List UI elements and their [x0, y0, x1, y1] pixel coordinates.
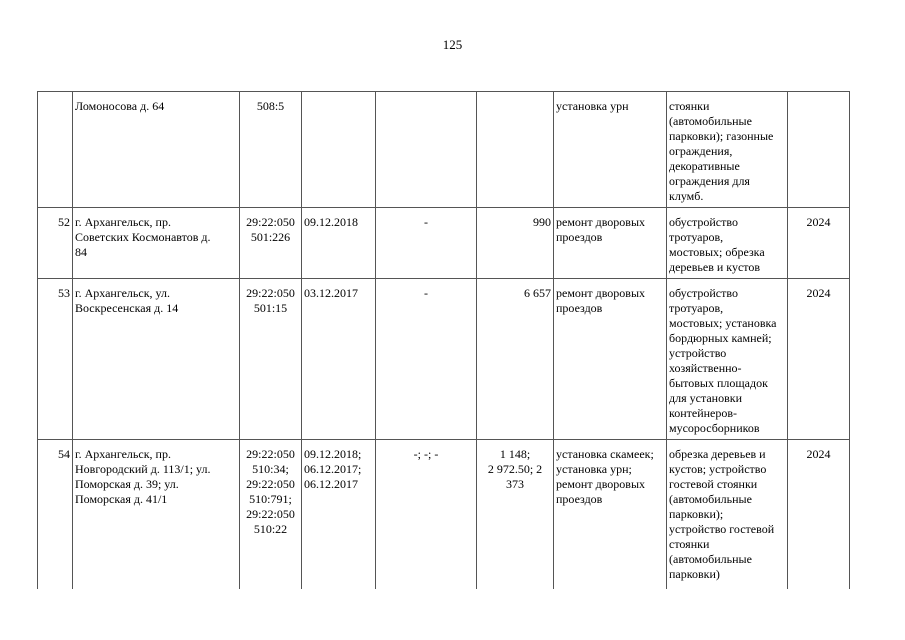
- area-cell: 6 657: [477, 279, 554, 440]
- date-cell: [302, 92, 376, 208]
- table-row: [38, 440, 850, 590]
- area-cell: 990: [477, 208, 554, 279]
- works-planned-cell: обрезка деревьев и кустов; устройство гостевой стоянки (автомобильные парковки); устройство гостевой стоянки (автомобильные парковки): [667, 440, 788, 590]
- dash-cell: [376, 92, 477, 208]
- improvement-table: [37, 91, 850, 589]
- year-cell: 2024: [788, 208, 850, 279]
- row-number: 52: [38, 208, 73, 279]
- page-number: 125: [442, 37, 463, 52]
- area-cell: [477, 92, 554, 208]
- dash-cell: -; -; -: [376, 440, 477, 590]
- address-cell: г. Архангельск, пр. Советских Космонавтов д. 84: [73, 208, 240, 279]
- year-cell: 2024: [788, 440, 850, 590]
- works-done-cell: ремонт дворовых проездов: [554, 208, 667, 279]
- row-number: 53: [38, 279, 73, 440]
- year-cell: 2024: [788, 279, 850, 440]
- address-cell: г. Архангельск, ул. Воскресенская д. 14: [73, 279, 240, 440]
- cadastral-cell: 508:5: [240, 92, 302, 208]
- table-row: [38, 208, 850, 279]
- cadastral-cell: 29:22:050 510:34; 29:22:050 510:791; 29:22:050 510:22: [240, 440, 302, 590]
- works-done-cell: ремонт дворовых проездов: [554, 279, 667, 440]
- works-planned-cell: обустройство тротуаров, мостовых; обрезка деревьев и кустов: [667, 208, 788, 279]
- works-planned-cell: обустройство тротуаров, мостовых; установка бордюрных камней; устройство хозяйственно- бытовых площадок для установки контейнеров- мусоросборников: [667, 279, 788, 440]
- date-cell: 09.12.2018: [302, 208, 376, 279]
- date-cell: 09.12.2018; 06.12.2017; 06.12.2017: [302, 440, 376, 590]
- area-cell: 1 148; 2 972.50; 2 373: [477, 440, 554, 590]
- works-done-cell: установка урн: [554, 92, 667, 208]
- cadastral-cell: 29:22:050 501:226: [240, 208, 302, 279]
- table-row: [38, 279, 850, 440]
- row-number: 54: [38, 440, 73, 590]
- year-cell: [788, 92, 850, 208]
- works-done-cell: установка скамеек; установка урн; ремонт дворовых проездов: [554, 440, 667, 590]
- row-number: [38, 92, 73, 208]
- table-row: [38, 92, 850, 208]
- dash-cell: -: [376, 279, 477, 440]
- date-cell: 03.12.2017: [302, 279, 376, 440]
- works-planned-cell: стоянки (автомобильные парковки); газонные ограждения, декоративные ограждения для клумб.: [667, 92, 788, 208]
- cadastral-cell: 29:22:050 501:15: [240, 279, 302, 440]
- address-cell: Ломоносова д. 64: [73, 92, 240, 208]
- address-cell: г. Архангельск, пр. Новгородский д. 113/1; ул. Поморская д. 39; ул. Поморская д. 41/1: [73, 440, 240, 590]
- dash-cell: -: [376, 208, 477, 279]
